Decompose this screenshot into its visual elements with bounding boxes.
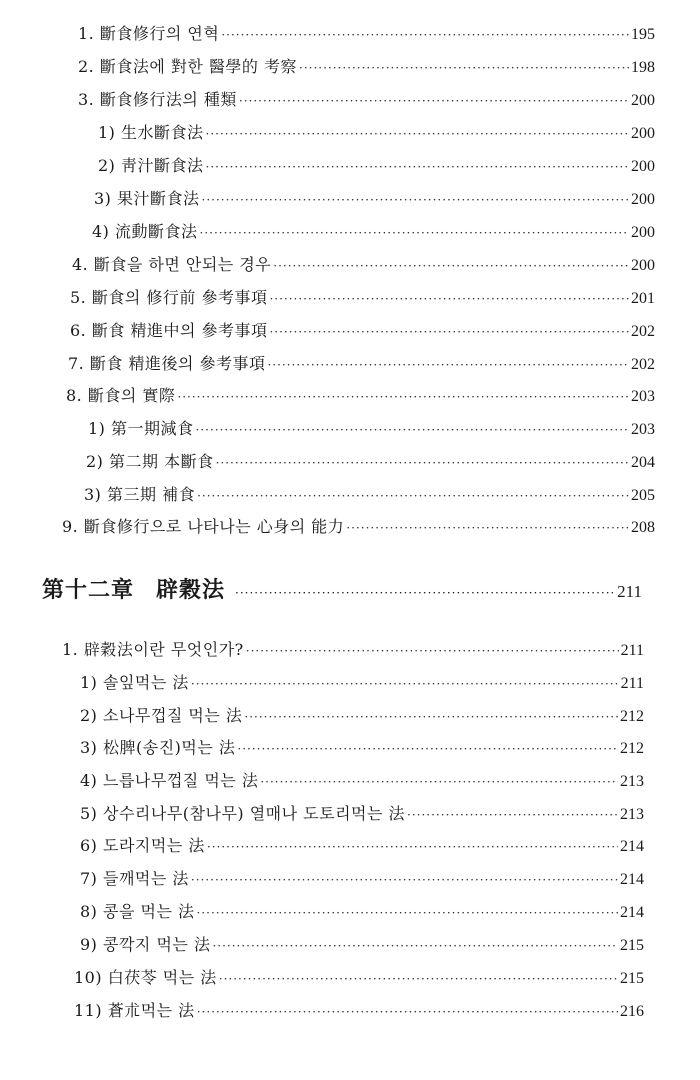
toc-entry-page: 200 xyxy=(631,125,655,142)
toc-entry xyxy=(74,966,644,990)
toc-entry xyxy=(70,286,655,310)
dot-leader xyxy=(246,639,619,663)
toc-entry xyxy=(74,999,644,1023)
toc-entry-label: 3) 第三期 補食 xyxy=(84,485,196,504)
toc-entry-label: 1. 辟穀法이란 무엇인가? xyxy=(62,640,244,659)
toc-entry-page: 200 xyxy=(631,92,655,109)
toc-entry-page: 198 xyxy=(631,59,655,76)
toc-entry-page: 200 xyxy=(631,224,655,241)
toc-entry xyxy=(78,22,655,46)
toc-entry-page: 203 xyxy=(631,388,655,405)
toc-entry-label: 9) 콩깍지 먹는 法 xyxy=(80,935,211,954)
chapter-title: 辟穀法 xyxy=(156,578,226,603)
toc-entry-page: 195 xyxy=(631,26,655,43)
toc-entry-label: 7. 斷食 精進後의 參考事項 xyxy=(68,354,266,373)
toc-entry-page: 214 xyxy=(620,871,644,888)
dot-leader xyxy=(237,737,618,761)
toc-entry-page: 202 xyxy=(631,356,655,373)
toc-entry-label: 10) 白茯苓 먹는 法 xyxy=(74,968,217,987)
toc-entry-label: 2) 第二期 本斷食 xyxy=(86,452,214,471)
toc-entry-label: 7) 들깨먹는 法 xyxy=(80,869,189,888)
dot-leader xyxy=(196,418,629,442)
toc-entry-page: 215 xyxy=(620,937,644,954)
toc-entry-page: 203 xyxy=(631,421,655,438)
dot-leader xyxy=(239,89,629,113)
toc-entry-label: 4) 느릅나무껍질 먹는 法 xyxy=(80,771,259,790)
dot-leader xyxy=(269,320,629,344)
dot-leader xyxy=(191,672,619,696)
toc-entry xyxy=(80,704,644,728)
toc-entry-page: 212 xyxy=(620,708,644,725)
toc-entry-page: 216 xyxy=(620,1003,644,1020)
dot-leader xyxy=(197,484,629,508)
dot-leader xyxy=(177,385,629,409)
dot-leader xyxy=(407,803,618,827)
dot-leader xyxy=(200,221,629,245)
dot-leader xyxy=(235,578,613,608)
toc-entry xyxy=(80,769,644,793)
toc-entry-label: 2) 소나무껍질 먹는 法 xyxy=(80,706,243,725)
dot-leader xyxy=(212,934,618,958)
toc-entry-page: 205 xyxy=(631,487,655,504)
toc-entry-label: 4) 流動斷食法 xyxy=(92,222,198,241)
toc-entry xyxy=(98,121,655,145)
dot-leader xyxy=(207,835,618,859)
toc-entry xyxy=(70,319,655,343)
toc-entry xyxy=(92,220,655,244)
chapter-number: 第十二章 xyxy=(42,578,135,603)
toc-entry xyxy=(62,638,644,662)
toc-entry xyxy=(62,515,655,539)
dot-leader xyxy=(244,705,618,729)
toc-entry-page: 211 xyxy=(620,675,644,692)
toc-entry-page: 201 xyxy=(631,290,655,307)
toc-entry-label: 1) 生水斷食法 xyxy=(98,123,204,142)
toc-entry-label: 3. 斷食修行法의 種類 xyxy=(78,90,237,109)
toc-entry-label: 1. 斷食修行의 연혁 xyxy=(78,24,220,43)
dot-leader xyxy=(216,451,629,475)
toc-entry-label: 1) 第一期減食 xyxy=(88,419,194,438)
dot-leader xyxy=(206,155,629,179)
toc-entry-page: 200 xyxy=(631,158,655,175)
toc-entry-page: 204 xyxy=(631,454,655,471)
toc-entry-label: 6. 斷食 精進中의 參考事項 xyxy=(70,321,268,340)
toc-entry-page: 215 xyxy=(620,970,644,987)
toc-entry-label: 5. 斷食의 修行前 參考事項 xyxy=(70,288,268,307)
toc-entry xyxy=(66,384,655,408)
toc-entry-label: 4. 斷食을 하면 안되는 경우 xyxy=(72,255,272,274)
dot-leader xyxy=(206,122,629,146)
dot-leader xyxy=(197,1000,618,1024)
toc-entry-label: 8. 斷食의 實際 xyxy=(66,386,176,405)
toc-entry xyxy=(80,900,644,924)
toc-entry xyxy=(98,154,655,178)
toc-entry xyxy=(84,483,655,507)
toc-entry xyxy=(80,867,644,891)
toc-entry xyxy=(80,834,644,858)
dot-leader xyxy=(221,23,629,47)
toc-entry xyxy=(78,88,655,112)
toc-entry-page: 212 xyxy=(620,740,644,757)
dot-leader xyxy=(346,516,629,540)
dot-leader xyxy=(219,967,618,991)
chapter-heading xyxy=(42,576,642,606)
toc-entry-page: 208 xyxy=(631,519,655,536)
toc-entry xyxy=(68,352,655,376)
toc-entry-label: 5) 상수리나무(참나무) 열매나 도토리먹는 法 xyxy=(80,804,406,823)
toc-entry xyxy=(80,671,644,695)
toc-entry-page: 200 xyxy=(631,257,655,274)
toc-entry-page: 214 xyxy=(620,904,644,921)
dot-leader xyxy=(202,188,629,212)
dot-leader xyxy=(191,868,618,892)
toc-entry xyxy=(80,933,644,957)
toc-entry-label: 11) 蒼朮먹는 法 xyxy=(74,1001,195,1020)
toc-entry-label: 2) 靑汁斷食法 xyxy=(98,156,204,175)
toc-entry-label: 3) 松脾(송진)먹는 法 xyxy=(80,738,236,757)
toc-entry-label: 8) 콩을 먹는 法 xyxy=(80,902,195,921)
toc-entry xyxy=(88,417,655,441)
dot-leader xyxy=(197,901,618,925)
dot-leader xyxy=(273,254,629,278)
toc-entry-page: 213 xyxy=(620,806,644,823)
dot-leader xyxy=(299,56,629,80)
chapter-page: 211 xyxy=(617,582,642,601)
toc-entry xyxy=(72,253,655,277)
toc-entry-label: 6) 도라지먹는 法 xyxy=(80,836,205,855)
toc-entry-page: 211 xyxy=(620,642,644,659)
toc-entry-label: 3) 果汁斷食法 xyxy=(94,189,200,208)
dot-leader xyxy=(260,770,618,794)
toc-entry xyxy=(94,187,655,211)
toc-entry xyxy=(78,55,655,79)
toc-entry xyxy=(80,736,644,760)
dot-leader xyxy=(267,353,629,377)
toc-entry-label: 2. 斷食法에 對한 醫學的 考察 xyxy=(78,57,298,76)
dot-leader xyxy=(269,287,629,311)
toc-entry-page: 202 xyxy=(631,323,655,340)
toc-entry-page: 213 xyxy=(620,773,644,790)
toc-entry-label: 1) 솔잎먹는 法 xyxy=(80,673,189,692)
toc-entry-page: 214 xyxy=(620,838,644,855)
toc-entry-page: 200 xyxy=(631,191,655,208)
toc-entry xyxy=(86,450,655,474)
toc-entry xyxy=(80,802,644,826)
toc-entry-label: 9. 斷食修行으로 나타나는 心身의 能力 xyxy=(62,517,345,536)
